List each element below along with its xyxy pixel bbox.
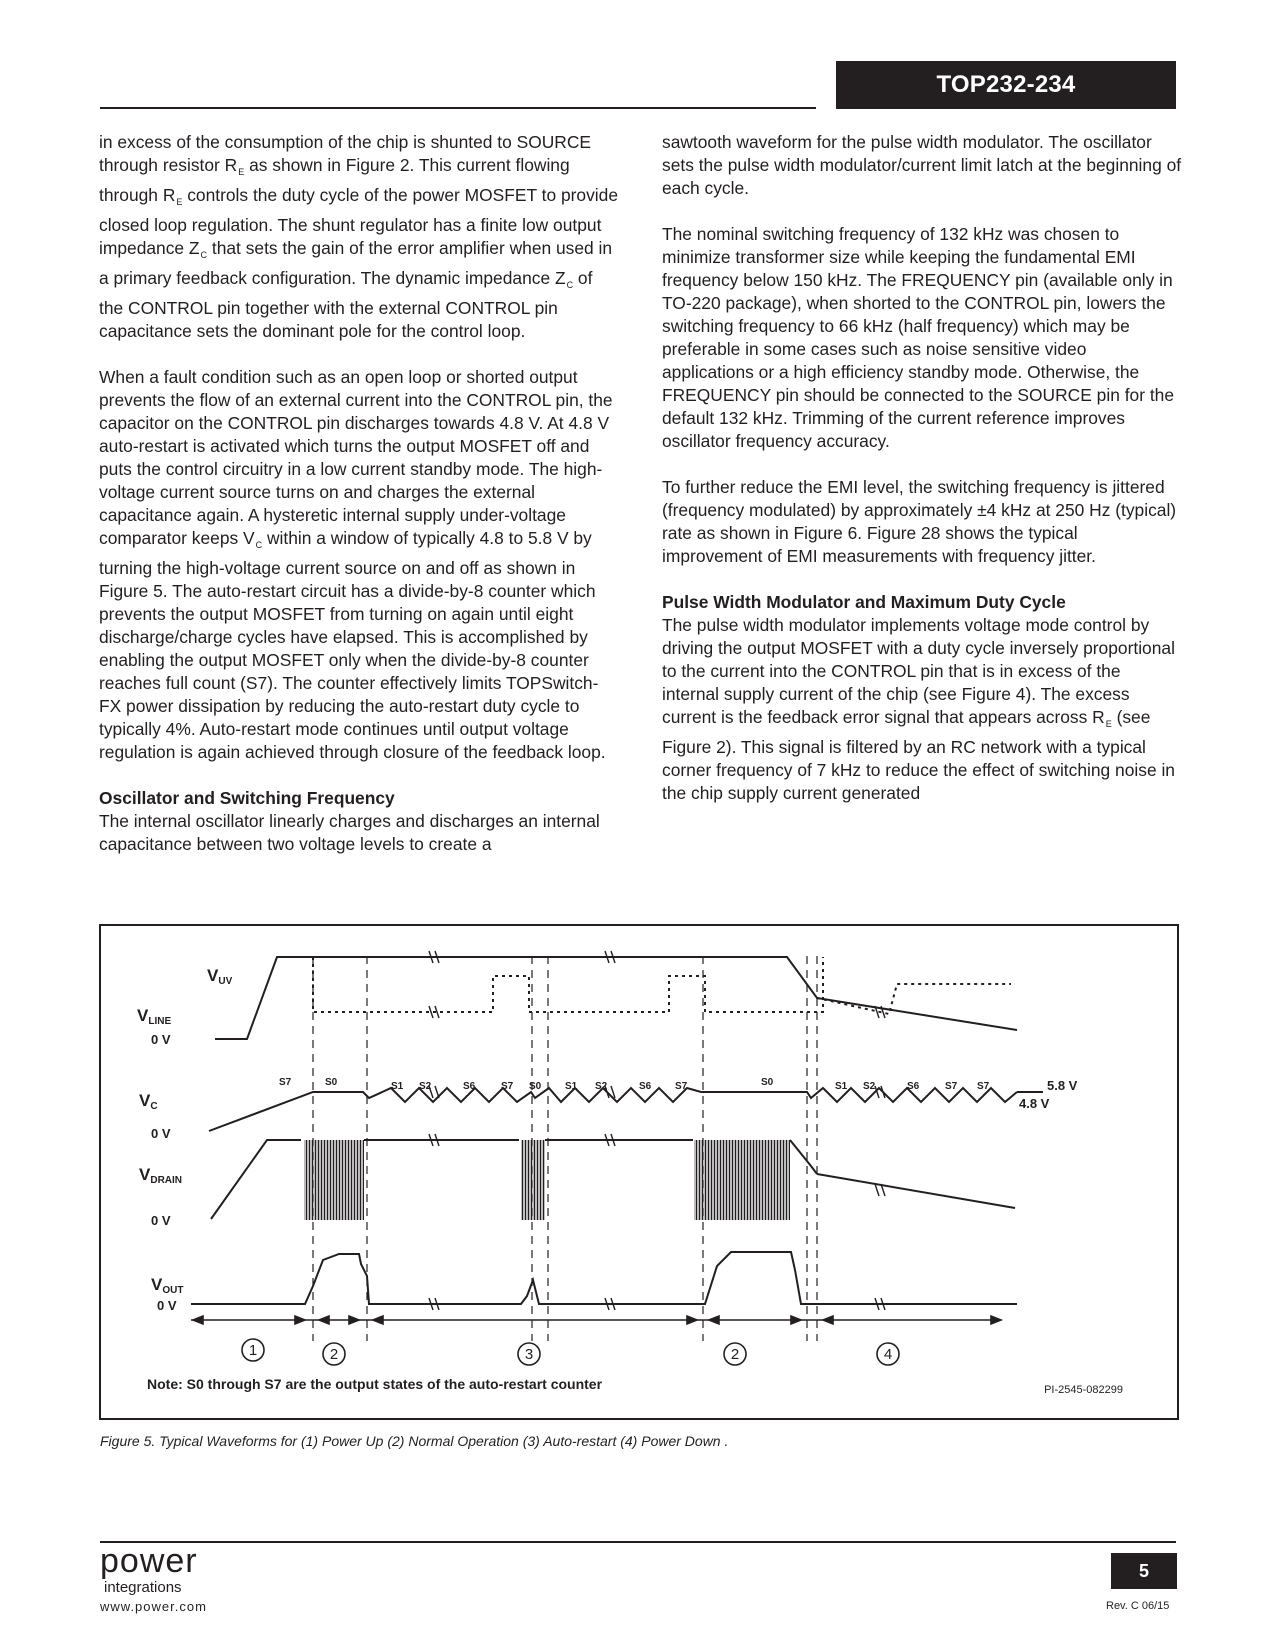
- state-label: S7: [279, 1077, 292, 1088]
- label-zero-vout: 0 V: [157, 1298, 177, 1313]
- state-label: S2: [595, 1081, 608, 1092]
- document-title: TOP232-234: [836, 61, 1176, 109]
- logo-word-power: power: [100, 1542, 198, 1580]
- paragraph: in excess of the consumption of the chip is shunted to SOURCE through resistor $R_E$ as shown in Figure 2. This current flowing through $R_E$ controls the duty cycle of the power MOSFET to provide closed loop regulation. The shunt regulator has a finite low output impedance $Z_C$ that sets the gain of the error amplifier when used in a primary feedback configuration. The dynamic impedance $Z_C$ of the CONTROL pin together with the external CONTROL pin capacitance sets the dominant pole for the control loop.: [99, 132, 618, 341]
- label-4-8v: 4.8 V: [1019, 1096, 1050, 1111]
- svg-text:VC: VC: [139, 1091, 158, 1112]
- figure-text: [137, 966, 1123, 1396]
- vc-waveform: [209, 1088, 1043, 1131]
- website-link[interactable]: www.power.com: [100, 1599, 207, 1614]
- paragraph: To further reduce the EMI level, the switching frequency is jittered (frequency modulated) by approximately ±4 kHz at 250 Hz (typical) rate as shown in Figure 6. Figure 28 shows the typical improvement of EMI measurements with frequency jitter.: [662, 477, 1177, 566]
- state-label: S6: [639, 1081, 652, 1092]
- label-zero-vc: 0 V: [151, 1126, 171, 1141]
- svg-text:VLINE: VLINE: [137, 1006, 172, 1027]
- vline-waveform: [215, 957, 1017, 1039]
- state-label: S2: [863, 1081, 876, 1092]
- phase-label: 2: [329, 1346, 339, 1363]
- state-label: S2: [419, 1081, 432, 1092]
- label-zero-vdrain: 0 V: [151, 1213, 171, 1228]
- state-label: S7: [977, 1081, 990, 1092]
- label-vuv: V: [207, 966, 219, 985]
- right-column: [662, 131, 1182, 828]
- state-label: S7: [945, 1081, 958, 1092]
- vout-waveform: [191, 1252, 1017, 1304]
- svg-text:VOUT: VOUT: [151, 1275, 184, 1296]
- label-vc: V: [139, 1091, 151, 1110]
- svg-text:VDRAIN: VDRAIN: [139, 1165, 183, 1186]
- phase-label: 2: [730, 1346, 740, 1363]
- state-label: S0: [529, 1081, 542, 1092]
- paragraph: The pulse width modulator implements voltage mode control by driving the output MOSFET with a duty cycle inversely proportional to the current into the CONTROL pin that is in excess of the internal supply current of the chip (see Figure 4). The excess current is the feedback error signal that appears across $R_E$ (see Figure 2). This signal is filtered by an RC network with a typical corner frequency of 7 kHz to reduce the effect of switching noise in the chip supply current generated: [662, 615, 1175, 803]
- state-label: S1: [565, 1081, 578, 1092]
- phase-label: 1: [248, 1342, 258, 1359]
- label-zero-vline: 0 V: [151, 1032, 171, 1047]
- state-label: S6: [907, 1081, 920, 1092]
- paragraph: sawtooth waveform for the pulse width modulator. The oscillator sets the pulse width modulator/current limit latch at the beginning of each cycle.: [662, 132, 1182, 198]
- left-column: [99, 131, 619, 879]
- section-heading: Pulse Width Modulator and Maximum Duty Cycle: [662, 592, 1066, 612]
- state-label: S7: [675, 1081, 688, 1092]
- figure-caption: Figure 5. Typical Waveforms for (1) Power Up (2) Normal Operation (3) Auto-restart (4) Power Down .: [100, 1433, 729, 1449]
- figure-id: PI-2545-082299: [1044, 1384, 1123, 1396]
- label-vout: V: [151, 1275, 163, 1294]
- footer-rule: [100, 1541, 1176, 1543]
- paragraph: The nominal switching frequency of 132 kHz was chosen to minimize transformer size while keeping the fundamental EMI frequency below 150 kHz. The FREQUENCY pin (available only in TO-220 package), when shorted to the CONTROL pin, lowers the switching frequency to 66 kHz (half frequency) which may be preferable in some cases such as noise sensitive video applications or a high efficiency standby mode. Otherwise, the FREQUENCY pin should be connected to the SOURCE pin for the default 132 kHz. Trimming of the current reference improves oscillator frequency accuracy.: [662, 224, 1174, 451]
- paragraph: The internal oscillator linearly charges and discharges an internal capacitance between two voltage levels to create a: [99, 811, 600, 854]
- state-label: S1: [391, 1081, 404, 1092]
- logo-word-integrations: integrations: [104, 1579, 182, 1596]
- phase-label: 4: [883, 1346, 893, 1363]
- waveform-figure: [99, 924, 1179, 1420]
- header-rule: [100, 107, 816, 109]
- vdrain-waveform: [211, 1140, 1015, 1220]
- section-heading: Oscillator and Switching Frequency: [99, 788, 395, 808]
- paragraph: When a fault condition such as an open loop or shorted output prevents the flow of an external current into the CONTROL pin, the capacitor on the CONTROL pin discharges towards 4.8 V. At 4.8 V auto-restart is activated which turns the output MOSFET off and puts the control circuitry in a low current standby mode. The high-voltage current source turns on and charges the external capacitance again. A hysteretic internal supply under-voltage comparator keeps $V_C$ within a window of typically 4.8 to 5.8 V by turning the high-voltage current source on and off as shown in Figure 5. The auto-restart circuit has a divide-by-8 counter which prevents the output MOSFET from turning on again until eight discharge/charge cycles have elapsed. This is accomplished by enabling the output MOSFET only when the divide-by-8 counter reaches full count (S7). The counter effectively limits TOPSwitch-FX power dissipation by reducing the auto-restart duty cycle to typically 4%. Auto-restart mode continues until output voltage regulation is again achieved through closure of the feedback loop.: [99, 367, 613, 762]
- state-label: S6: [463, 1081, 476, 1092]
- figure-note: Note: S0 through S7 are the output states of the auto-restart counter: [147, 1376, 603, 1392]
- label-5-8v: 5.8 V: [1047, 1078, 1078, 1093]
- state-label: S1: [835, 1081, 848, 1092]
- state-label: S0: [325, 1077, 338, 1088]
- power-integrations-logo: [100, 1542, 250, 1596]
- svg-text:VUV: VUV: [207, 966, 233, 987]
- label-vdrain: V: [139, 1165, 151, 1184]
- state-label: S7: [501, 1081, 514, 1092]
- page-number: 5: [1111, 1553, 1177, 1589]
- phase-label: 3: [524, 1346, 534, 1363]
- label-vline: V: [137, 1006, 149, 1025]
- waveform-diagram: [101, 926, 1177, 1418]
- state-label: S0: [761, 1077, 774, 1088]
- revision-label: Rev. C 06/15: [1106, 1600, 1170, 1612]
